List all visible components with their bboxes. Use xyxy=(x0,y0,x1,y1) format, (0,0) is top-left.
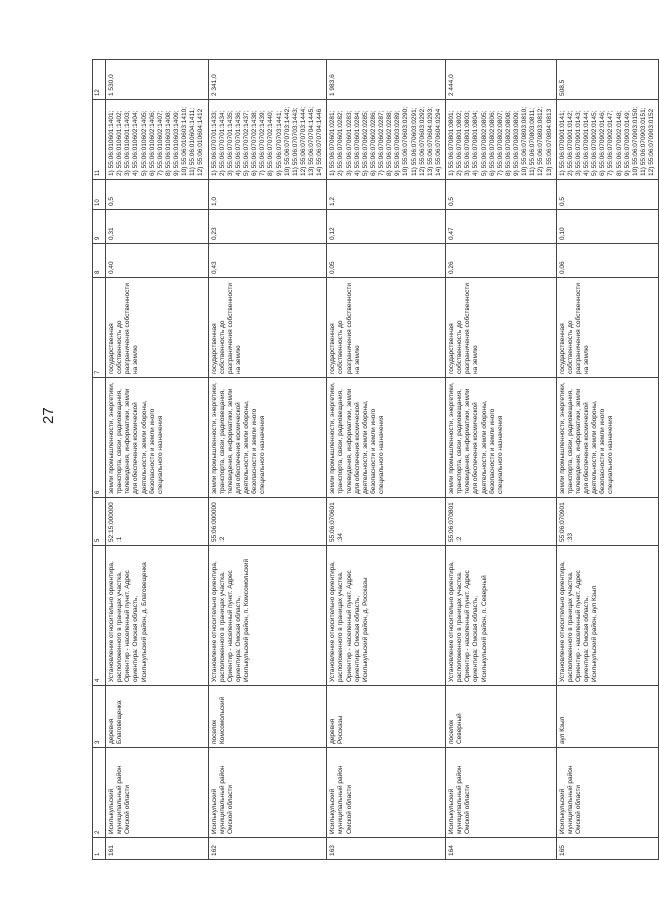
area-cell: 1 530,0 xyxy=(106,60,209,100)
row-number: 162 xyxy=(208,838,327,860)
parcels-cell xyxy=(208,100,327,180)
value-10-cell: 0,5 xyxy=(556,180,659,210)
area-cell: 2 341,0 xyxy=(208,60,327,100)
parcel-item: 7) 55:06:010602:1407; xyxy=(156,110,164,176)
value-8-cell: 0,06 xyxy=(556,244,659,278)
table-row xyxy=(208,60,327,860)
parcel-item: 7) 55:06:070802:0807; xyxy=(496,110,504,176)
value-8-cell: 0,05 xyxy=(327,244,446,278)
column-header: 6 xyxy=(93,378,106,498)
parcel-item: 12) 55:06:010604:1412 xyxy=(197,108,205,176)
description-cell: Установление относительно ориентира, расположенного в границах участка. Ориентир - населенный пункт. Адрес ориентира: Омская область, Исилькульский район, д. Россказы xyxy=(327,546,446,686)
column-header: 9 xyxy=(93,210,106,244)
value-9-cell: 0,10 xyxy=(556,210,659,244)
parcel-item: 10) 55:06:070803:0810; xyxy=(521,106,529,176)
column-header: 3 xyxy=(93,686,106,748)
area-cell: 1 983,6 xyxy=(327,60,446,100)
parcel-item: 8) 55:06:070902:0148; xyxy=(615,110,623,176)
row-number: 161 xyxy=(106,838,209,860)
cadastral-code-cell: 55:06:070901:33 xyxy=(556,498,659,546)
parcel-item: 4) 55:06:070901:0144; xyxy=(583,110,590,176)
header-row xyxy=(93,60,106,860)
page-number: 27 xyxy=(40,407,57,424)
parcel-item: 5) 55:06:070902:0145; xyxy=(591,110,599,176)
settlement-cell: поселок Комсомольский xyxy=(208,686,327,748)
parcel-item: 11) 55:06:010604:1411; xyxy=(189,107,197,176)
land-category-cell: земли промышленности, энергетики, транспорта, связи, радиовещания, телевидения, информатики, земли для обеспечения космической деятельности, земли обороны, безопасности и земли иного специального назначения xyxy=(327,378,446,498)
value-9-cell: 0,47 xyxy=(446,210,557,244)
parcel-item: 1) 55:06:010601:1401; xyxy=(108,110,115,176)
parcel-item: 7) 55:06:070702:1439; xyxy=(259,110,267,176)
parcel-item: 5) 55:06:010602:1405; xyxy=(140,110,148,176)
row-number: 164 xyxy=(446,838,557,860)
parcel-item: 11) 55:06:070903:0151; xyxy=(639,107,647,176)
parcel-item: 13) 55:06:070704:1445; xyxy=(308,106,315,176)
column-header: 1 xyxy=(93,838,106,860)
land-category-cell: земли промышленности, энергетики, транспорта, связи, радиовещания, телевидения, информатики, земли для обеспечения космической деятельности, земли обороны, безопасности и земли иного специального назначения xyxy=(556,378,659,498)
parcel-item: 2) 55:06:070701:1434; xyxy=(218,110,226,176)
land-category-cell: земли промышленности, энергетики, транспорта, связи, радиовещания, телевидения, информатики, земли для обеспечения космической деятельности, земли обороны, безопасности и земли иного специального назначения xyxy=(446,378,557,498)
parcels-cell xyxy=(327,100,446,180)
value-9-cell: 0,31 xyxy=(106,210,209,244)
parcel-item: 7) 55:06:070602:0287; xyxy=(378,110,385,176)
row-number: 163 xyxy=(327,838,446,860)
parcel-item: 8) 55:06:010603:1408; xyxy=(164,110,172,176)
settlement-cell: деревня Благовещенка xyxy=(106,686,209,748)
parcel-item: 12) 55:06:070803:0812; xyxy=(537,106,545,176)
parcel-item: 9) 55:06:010603:1409; xyxy=(173,110,180,176)
parcel-item: 1) 55:06:070601:0281; xyxy=(329,110,337,176)
parcel-item: 11) 55:06:070703:1443; xyxy=(291,107,299,176)
parcels-cell xyxy=(106,100,209,180)
parcel-item: 6) 55:06:010602:1406; xyxy=(148,110,156,176)
parcel-item: 2) 55:06:070901:0142; xyxy=(566,110,574,176)
value-10-cell: 1,0 xyxy=(208,180,327,210)
parcel-item: 10) 55:06:070903:0150; xyxy=(631,106,639,176)
ownership-cell: государственная собственность до разграничения собственности на землю xyxy=(556,278,659,378)
parcel-item: 1) 55:06:070801:0801; xyxy=(448,110,455,176)
parcel-item: 12) 55:06:070703:1444; xyxy=(299,106,307,176)
settlement-cell: деревня Россказы xyxy=(327,686,446,748)
description-cell: Установление относительно ориентира, расположенного в границах участка. Ориентир - населенный пункт. Адрес ориентира: Омская область, Исилькульский район, п. Северный xyxy=(446,546,557,686)
column-header: 2 xyxy=(93,748,106,838)
column-header: 7 xyxy=(93,278,106,378)
parcel-item: 8) 55:06:070802:0808; xyxy=(504,110,512,176)
land-category-cell: земли промышленности, энергетики, транспорта, связи, радиовещания, телевидения, информатики, земли для обеспечения космической деятельности, земли обороны, безопасности и земли иного специального назначения xyxy=(208,378,327,498)
cadastral-code-cell: 55:06:070601:34 xyxy=(327,498,446,546)
parcel-item: 4) 55:06:070601:0284; xyxy=(353,110,361,176)
value-8-cell: 0,26 xyxy=(446,244,557,278)
parcel-item: 10) 55:06:010603:1410; xyxy=(181,106,189,176)
value-10-cell: 1,2 xyxy=(327,180,446,210)
table-row xyxy=(327,60,446,860)
parcel-item: 8) 55:06:070602:0288; xyxy=(386,110,394,176)
settlement-cell: поселок Северный xyxy=(446,686,557,748)
parcel-item: 4) 55:06:070701:1436; xyxy=(234,110,242,176)
district-cell: Исилькульский муниципальный район Омской области xyxy=(446,748,557,838)
parcel-item: 11) 55:06:070803:0811; xyxy=(529,107,537,176)
parcel-item: 5) 55:06:070702:1437; xyxy=(243,110,250,176)
parcel-item: 9) 55:06:070603:0289; xyxy=(394,110,402,176)
ownership-cell: государственная собственность до разграничения собственности на землю xyxy=(327,278,446,378)
parcel-item: 3) 55:06:070801:0803; xyxy=(464,110,472,176)
table-body xyxy=(106,60,659,860)
parcel-item: 3) 55:06:010601:1403; xyxy=(124,110,132,176)
value-9-cell: 0,12 xyxy=(327,210,446,244)
parcel-item: 13) 55:06:070604:0293; xyxy=(426,106,434,176)
parcel-item: 6) 55:06:070602:0286; xyxy=(369,110,377,176)
parcel-item: 2) 55:06:010601:1402; xyxy=(116,110,124,176)
parcels-cell xyxy=(556,100,659,180)
district-cell: Исилькульский муниципальный район Омской области xyxy=(327,748,446,838)
ownership-cell: государственная собственность до разграничения собственности на землю xyxy=(106,278,209,378)
settlement-cell: аул Кзыл xyxy=(556,686,659,748)
parcel-item: 9) 55:06:070903:0149; xyxy=(623,110,631,176)
column-header: 8 xyxy=(93,244,106,278)
area-cell: 2 444,0 xyxy=(446,60,557,100)
parcel-item: 14) 55:06:070604:0294 xyxy=(434,108,442,176)
parcel-item: 10) 55:06:070603:0290; xyxy=(402,106,410,176)
column-header: 5 xyxy=(93,498,106,546)
value-9-cell: 0,23 xyxy=(208,210,327,244)
parcel-item: 3) 55:06:070701:1435; xyxy=(226,110,234,176)
parcel-item: 7) 55:06:070902:0147; xyxy=(607,110,615,176)
cadastral-code-cell: 55:06:000000:2 xyxy=(208,498,327,546)
district-cell: Исилькульский муниципальный район Омской области xyxy=(208,748,327,838)
column-header: 11 xyxy=(93,100,106,180)
cadastral-code-cell: 55:06:070801:2 xyxy=(446,498,557,546)
parcel-item: 2) 55:06:070801:0802; xyxy=(456,110,464,176)
parcel-item: 1) 55:06:070901:0141; xyxy=(558,110,566,176)
parcel-item: 9) 55:06:070803:0809; xyxy=(513,110,520,176)
parcel-item: 12) 55:06:070603:0292; xyxy=(418,106,426,176)
parcels-cell xyxy=(446,100,557,180)
rotated-table-wrapper xyxy=(92,60,655,860)
column-header: 10 xyxy=(93,180,106,210)
row-number: 165 xyxy=(556,838,659,860)
parcel-item: 1) 55:06:070701:1433; xyxy=(210,110,218,176)
column-header: 4 xyxy=(93,546,106,686)
ownership-cell: государственная собственность до разграничения собственности на землю xyxy=(208,278,327,378)
table-row xyxy=(446,60,557,860)
parcel-item: 13) 55:06:070804:0813 xyxy=(545,108,553,176)
district-cell: Исилькульский муниципальный район Омской области xyxy=(106,748,209,838)
description-cell: Установление относительно ориентира, расположенного в границах участка. Ориентир - населенный пункт. Адрес ориентира: Омская область, Исилькульский район, п. Комсомольский xyxy=(208,546,327,686)
parcel-item: 4) 55:06:070801:0804; xyxy=(472,110,480,176)
parcel-item: 9) 55:06:070703:1441; xyxy=(275,110,283,176)
parcel-item: 10) 55:06:070703:1442; xyxy=(283,106,291,176)
parcel-item: 12) 55:06:070903:0152 xyxy=(648,108,655,176)
parcel-item: 2) 55:06:070601:0282; xyxy=(337,110,345,176)
parcel-item: 14) 55:06:070704:1446 xyxy=(316,108,324,176)
area-cell: 508,5 xyxy=(556,60,659,100)
parcel-item: 11) 55:06:070603:0291; xyxy=(410,107,418,176)
description-cell: Установление относительно ориентира, расположенного в границах участка. Ориентир - населенный пункт. Адрес ориентира: Омская область, Исилькульский район, д. Благовещенка xyxy=(106,546,209,686)
table-row xyxy=(556,60,659,860)
district-cell: Исилькульский муниципальный район Омской области xyxy=(556,748,659,838)
table-row xyxy=(106,60,209,860)
parcel-item: 5) 55:06:070602:0285; xyxy=(361,110,369,176)
value-8-cell: 0,40 xyxy=(106,244,209,278)
parcel-item: 3) 55:06:070601:0283; xyxy=(345,110,353,176)
value-10-cell: 0,5 xyxy=(106,180,209,210)
parcel-item: 6) 55:06:070902:0146; xyxy=(599,110,607,176)
land-parcels-table xyxy=(92,59,659,860)
column-header: 12 xyxy=(93,60,106,100)
parcel-item: 3) 55:06:070901:0143; xyxy=(574,110,582,176)
parcel-item: 5) 55:06:070802:0805; xyxy=(480,110,488,176)
cadastral-code-cell: 52:15:000000:1 xyxy=(106,498,209,546)
ownership-cell: государственная собственность до разграничения собственности на землю xyxy=(446,278,557,378)
value-10-cell: 0,5 xyxy=(446,180,557,210)
parcel-item: 8) 55:06:070702:1440; xyxy=(267,110,275,176)
value-8-cell: 0,43 xyxy=(208,244,327,278)
description-cell: Установление относительно ориентира, расположенного в границах участка. Ориентир - населенный пункт. Адрес ориентира: Омская область, Исилькульский район, аул Кзыл xyxy=(556,546,659,686)
land-category-cell: земли промышленности, энергетики, транспорта, связи, радиовещания, телевидения, информатики, земли для обеспечения космической деятельности, земли обороны, безопасности и земли иного специального назначения xyxy=(106,378,209,498)
parcel-item: 4) 55:06:010602:1404; xyxy=(132,110,140,176)
parcel-item: 6) 55:06:070702:1438; xyxy=(251,110,259,176)
parcel-item: 6) 55:06:070802:0806; xyxy=(488,110,496,176)
